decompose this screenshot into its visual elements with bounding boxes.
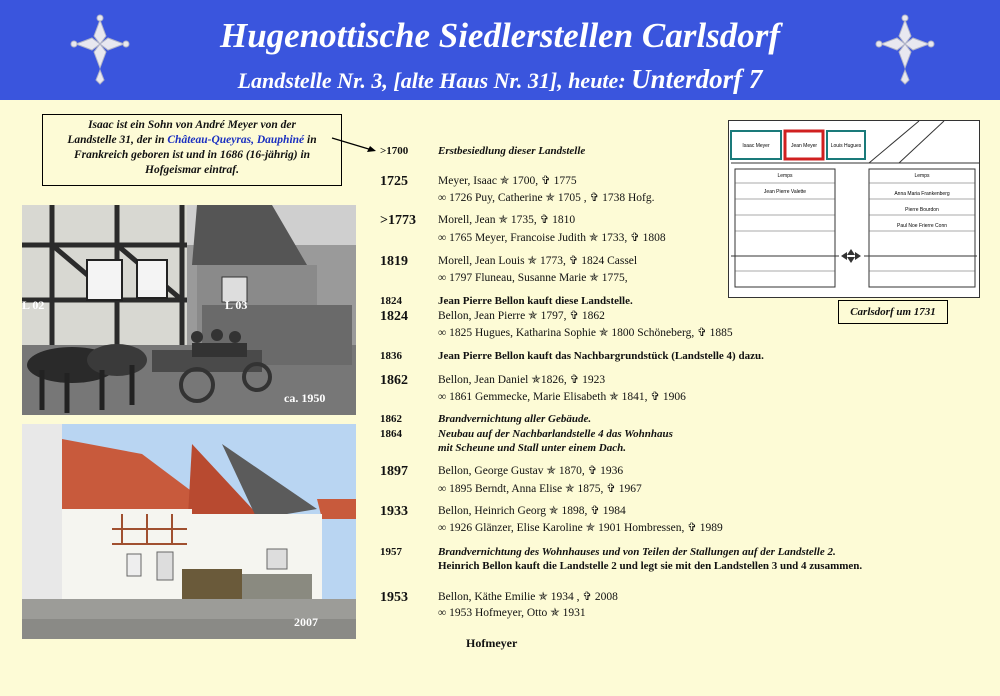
entry-year: >1773	[380, 213, 416, 228]
entry-text: Bellon, Käthe Emilie ✯ 1934 , ✞ 2008	[438, 591, 618, 603]
entry-text: ∞ 1765 Meyer, Francoise Judith ✯ 1733, ✞ 1808	[438, 232, 666, 244]
photo-caption-2007: 2007	[294, 615, 318, 629]
modern-photo-drawing	[22, 424, 356, 639]
map-label: Jean Pierre Valette	[763, 189, 807, 195]
entry-year: 1933	[380, 504, 408, 519]
entry-text: ∞ 1726 Puy, Catherine ✯ 1705 , ✞ 1738 Hofg.	[438, 192, 655, 204]
map-label: Pierre Bourdon	[905, 207, 939, 213]
entry-text: mit Scheune und Stall unter einem Dach.	[438, 442, 626, 454]
map-label: Paul Noe Frierre Conn	[896, 223, 948, 229]
map-label: Lemps	[914, 173, 930, 179]
entry-text: ∞ 1825 Hugues, Katharina Sophie ✯ 1800 Schöneberg, ✞ 1885	[438, 327, 733, 339]
note-text: in	[307, 134, 317, 146]
entry-text: Erstbesiedlung dieser Landstelle	[438, 145, 586, 157]
map-label: Jean Meyer	[790, 143, 818, 149]
entry-year: 1897	[380, 464, 408, 479]
modern-photo	[22, 424, 356, 639]
entry-text: ∞ 1953 Hofmeyer, Otto ✯ 1931	[438, 607, 586, 619]
chronology-list	[380, 0, 980, 696]
historic-photo-drawing	[22, 205, 356, 415]
entry-text: ∞ 1895 Berndt, Anna Elise ✯ 1875, ✞ 1967	[438, 483, 642, 495]
entry-year: 1862	[380, 413, 402, 425]
huguenot-cross-icon	[70, 14, 130, 86]
historic-photo	[22, 205, 356, 415]
entry-year: 1824	[380, 309, 408, 324]
entry-text: ∞ 1797 Fluneau, Susanne Marie ✯ 1775,	[438, 272, 628, 284]
entry-text: Morell, Jean ✯ 1735, ✞ 1810	[438, 214, 576, 226]
note-place-name: Château-Queyras, Dauphiné	[167, 134, 305, 146]
family-name-footer: Hofmeyer	[466, 636, 518, 650]
photo-label-l02: L 02	[22, 298, 45, 312]
subtitle-address: Unterdorf 7	[631, 64, 763, 94]
entry-text: Morell, Jean Louis ✯ 1773, ✞ 1824 Cassel	[438, 255, 638, 267]
entry-text: ∞ 1861 Gemmecke, Marie Elisabeth ✯ 1841, ✞ 1906	[438, 391, 686, 403]
map-label: Lemps	[777, 173, 793, 179]
note-text: Landstelle 31, der in	[67, 134, 165, 146]
subtitle-prefix: Landstelle Nr. 3, [alte Haus Nr. 31], heute:	[237, 68, 626, 93]
entry-text: Jean Pierre Bellon kauft diese Landstelle.	[438, 295, 633, 307]
entry-text: Bellon, Jean Pierre ✯ 1797, ✞ 1862	[438, 310, 605, 322]
entry-text: Meyer, Isaac ✯ 1700, ✞ 1775	[438, 175, 577, 187]
entry-text: Bellon, Heinrich Georg ✯ 1898, ✞ 1984	[438, 505, 626, 517]
entry-year: >1700	[380, 145, 409, 157]
photo-caption-1950: ca. 1950	[284, 391, 326, 405]
map-caption: Carlsdorf um 1731	[838, 300, 948, 324]
note-line	[43, 133, 341, 148]
note-line: Frankreich geboren ist und in 1686 (16-jährig) in	[73, 149, 311, 161]
entry-text: ∞ 1926 Glänzer, Elise Karoline ✯ 1901 Hombressen, ✞ 1989	[438, 522, 723, 534]
entry-text: Neubau auf der Nachbarlandstelle 4 das Wohnhaus	[438, 428, 673, 440]
entry-year: 1957	[380, 546, 402, 558]
entry-year: 1836	[380, 350, 402, 362]
entry-year: 1824	[380, 295, 402, 307]
entry-text: Brandvernichtung aller Gebäude.	[438, 413, 592, 425]
entry-year: 1953	[380, 590, 408, 605]
entry-year: 1725	[380, 174, 408, 189]
photo-label-l03: L 03	[225, 298, 248, 312]
map-label: Louis Hugues	[830, 143, 862, 149]
entry-text: Heinrich Bellon kauft die Landstelle 2 und legt sie mit den Landstellen 3 und 4 zusammen.	[438, 560, 863, 572]
map-label: Isaac Meyer	[742, 143, 770, 149]
note-line: Hofgeismar eintraf.	[145, 164, 239, 176]
callout-arrow-icon	[330, 135, 378, 155]
entry-text: Bellon, George Gustav ✯ 1870, ✞ 1936	[438, 465, 624, 477]
page-title: Hugenottische Siedlerstellen Carlsdorf	[219, 16, 781, 55]
origin-note-box	[42, 114, 342, 186]
entry-text: Brandvernichtung des Wohnhauses und von Teilen der Stallungen auf der Landstelle 2.	[438, 546, 836, 558]
entry-text: Jean Pierre Bellon kauft das Nachbargrundstück (Landstelle 4) dazu.	[438, 350, 764, 362]
entry-year: 1864	[380, 428, 402, 440]
entry-text: Bellon, Jean Daniel ✯1826, ✞ 1923	[438, 374, 606, 386]
entry-year: 1862	[380, 373, 408, 388]
entry-year: 1819	[380, 254, 408, 269]
map-label: Anna Maria Frankenberg	[894, 191, 950, 197]
note-line: Isaac ist ein Sohn von André Meyer von der	[88, 119, 296, 131]
